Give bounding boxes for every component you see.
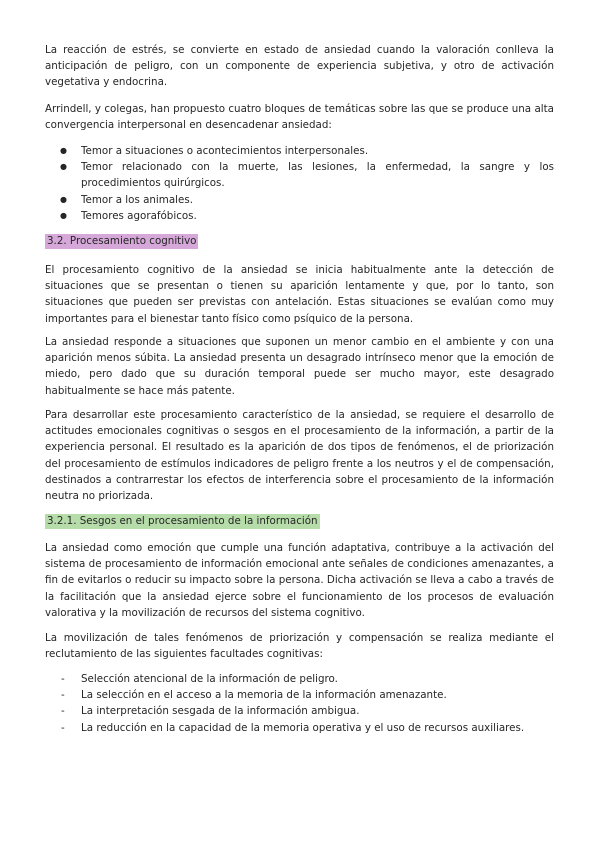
list-item: ● Temor a situaciones o acontecimientos interpersonales. bbox=[45, 143, 554, 159]
paragraph-cognitive-processing: El procesamiento cognitivo de la ansiedad se inicia habitualmente ante la detección de situaciones que se presentan o tienen su aparición lentamente y que, por lo tanto, son situaciones que pueden ser previstas con antelación. Estas situaciones se evalúan como muy importantes para el bienestar tanto físico como psíquico de la persona. bbox=[45, 264, 554, 325]
paragraph-adaptive-function: La ansiedad como emoción que cumple una función adaptativa, contribuye a la activación del sistema de procesamiento de información emocional ante señales de condiciones amenazantes, a fin de evitarlos o reducir su impacto sobre la persona. Dicha activación se lleva a cabo a través de la facilitación que la ansiedad ejerce sobre el funcionamiento de los procesos de evaluación valorativa y la movilización de recursos del sistema cognitivo. bbox=[45, 542, 554, 619]
paragraph-arrindell: Arrindell, y colegas, han propuesto cuatro bloques de temáticas sobre las que se produce una alta convergencia interpersonal en desencadenar ansiedad: bbox=[45, 103, 554, 132]
paragraph-mobilization: La movilización de tales fenómenos de priorización y compensación se realiza mediante el reclutamiento de las siguientes facultades cognitivas: bbox=[45, 632, 554, 661]
paragraph-anxiety-response: La ansiedad responde a situaciones que suponen un menor cambio en el ambiente y con una aparición menos súbita. La ansiedad presenta un desagrado intrínseco menor que la emoción de miedo, pero dado que su duración temporal puede ser mucho mayor, este desagrado habitualmente se hace más patente. bbox=[45, 336, 554, 397]
list-item: ● Temor relacionado con la muerte, las lesiones, la enfermedad, la sangre y los procedimientos quirúrgicos. bbox=[45, 159, 554, 191]
list-item: - La selección en el acceso a la memoria de la información amenazante. bbox=[45, 687, 554, 703]
list-item: - La interpretación sesgada de la información ambigua. bbox=[45, 703, 554, 719]
list-item: ● Temores agorafóbicos. bbox=[45, 208, 554, 224]
bullet-list-fears bbox=[45, 143, 554, 224]
section-heading-3-2: 3.2. Procesamiento cognitivo bbox=[47, 235, 197, 247]
dash-list-faculties bbox=[45, 671, 554, 736]
paragraph-stress-anxiety: La reacción de estrés, se convierte en estado de ansiedad cuando la valoración conlleva la anticipación de peligro, con un componente de experiencia subjetiva, y otro de activación vegetativa y endocrina. bbox=[45, 44, 554, 89]
subsection-heading-3-2-1: 3.2.1. Sesgos en el procesamiento de la información bbox=[47, 515, 318, 527]
paragraph-processing-development: Para desarrollar este procesamiento característico de la ansiedad, se requiere el desarrollo de actitudes emocionales cognitivas o sesgos en el procesamiento de la información, a partir de la experiencia personal. El resultado es la aparición de dos tipos de fenómenos, el de priorización del procesamiento de estímulos indicadores de peligro frente a los neutros y el de compensación, destinados a contrarrestar los efectos de interferencia sobre el procesamiento de la información neutra no priorizada. bbox=[45, 409, 554, 503]
list-item: - La reducción en la capacidad de la memoria operativa y el uso de recursos auxiliares. bbox=[45, 720, 554, 736]
list-item: ● Temor a los animales. bbox=[45, 192, 554, 208]
list-item: - Selección atencional de la información de peligro. bbox=[45, 671, 554, 687]
